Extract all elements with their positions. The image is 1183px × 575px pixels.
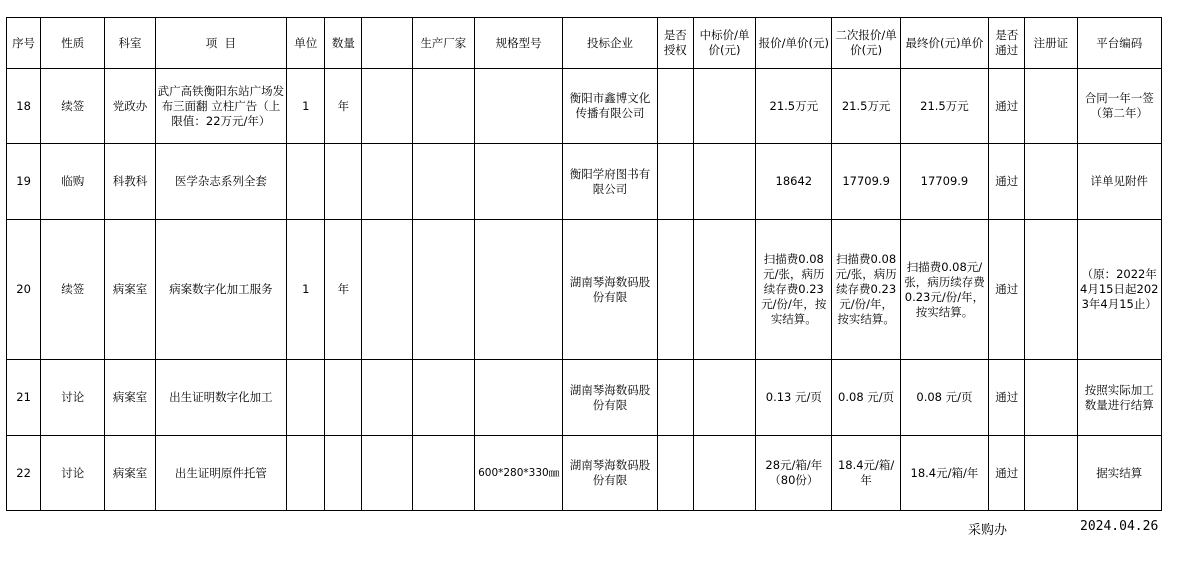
- cell-win-price: [693, 144, 755, 220]
- cell-bidder: 衡阳市鑫博文化传播有限公司: [563, 69, 657, 144]
- cell-authorized: [657, 436, 693, 511]
- header-reg-cert: 注册证: [1025, 18, 1077, 69]
- cell-win-price: [693, 436, 755, 511]
- cell-seq: 21: [7, 360, 41, 436]
- header-qty: 数量: [325, 18, 362, 69]
- cell-spec: [474, 220, 562, 360]
- cell-quote: 18642: [756, 144, 832, 220]
- cell-manufacturer: [412, 69, 474, 144]
- cell-qty: 年: [325, 69, 362, 144]
- cell-final-price: 18.4元/箱/年: [900, 436, 988, 511]
- header-blank: [362, 18, 412, 69]
- cell-manufacturer: [412, 360, 474, 436]
- cell-extra: [362, 436, 412, 511]
- cell-final-price: 17709.9: [900, 144, 988, 220]
- cell-extra: [362, 69, 412, 144]
- header-win-price: 中标价/单价(元): [693, 18, 755, 69]
- cell-final-price: 21.5万元: [900, 69, 988, 144]
- cell-qty: [325, 144, 362, 220]
- cell-manufacturer: [412, 220, 474, 360]
- header-passed: 是否通过: [989, 18, 1025, 69]
- cell-bidder: 湖南琴海数码股份有限: [563, 436, 657, 511]
- cell-platform-code: 详单见附件: [1077, 144, 1161, 220]
- cell-quote: 28元/箱/年（80份）: [756, 436, 832, 511]
- cell-manufacturer: [412, 144, 474, 220]
- cell-reg-cert: [1025, 144, 1077, 220]
- cell-unit: [287, 144, 325, 220]
- procurement-table: [6, 17, 1162, 511]
- cell-quote: 21.5万元: [756, 69, 832, 144]
- header-seq: 序号: [7, 18, 41, 69]
- header-platform-code: 平台编码: [1077, 18, 1161, 69]
- header-quote: 报价/单价(元): [756, 18, 832, 69]
- cell-seq: 20: [7, 220, 41, 360]
- cell-win-price: [693, 220, 755, 360]
- cell-spec: [474, 144, 562, 220]
- footer-department: 采购办: [968, 523, 1008, 538]
- cell-qty: [325, 436, 362, 511]
- cell-manufacturer: [412, 436, 474, 511]
- header-bidder: 投标企业: [563, 18, 657, 69]
- cell-quote: 0.13 元/页: [756, 360, 832, 436]
- cell-final-price: 扫描费0.08元/张，病历续存费0.23元/份/年，按实结算。: [900, 220, 988, 360]
- cell-item: 病案数字化加工服务: [155, 220, 287, 360]
- cell-dept: 病案室: [105, 436, 155, 511]
- cell-seq: 18: [7, 69, 41, 144]
- cell-quote: 扫描费0.08元/张，病历续存费0.23元/份/年，按实结算。: [756, 220, 832, 360]
- cell-nature: 续签: [41, 69, 105, 144]
- cell-bidder: 湖南琴海数码股份有限: [563, 360, 657, 436]
- header-manufacturer: 生产厂家: [412, 18, 474, 69]
- header-nature: 性质: [41, 18, 105, 69]
- cell-dept: 病案室: [105, 360, 155, 436]
- header-item: 项 目: [155, 18, 287, 69]
- cell-unit: 1: [287, 220, 325, 360]
- cell-spec: [474, 360, 562, 436]
- cell-platform-code: 据实结算: [1077, 436, 1161, 511]
- table-row: [7, 360, 1162, 436]
- cell-unit: 1: [287, 69, 325, 144]
- table-row: [7, 436, 1162, 511]
- cell-dept: 科教科: [105, 144, 155, 220]
- cell-authorized: [657, 144, 693, 220]
- cell-platform-code: 按照实际加工数量进行结算: [1077, 360, 1161, 436]
- cell-reg-cert: [1025, 220, 1077, 360]
- cell-reg-cert: [1025, 436, 1077, 511]
- cell-nature: 讨论: [41, 436, 105, 511]
- header-spec: 规格型号: [474, 18, 562, 69]
- cell-second-quote: 0.08 元/页: [832, 360, 900, 436]
- cell-bidder: 湖南琴海数码股份有限: [563, 220, 657, 360]
- cell-dept: 病案室: [105, 220, 155, 360]
- cell-extra: [362, 144, 412, 220]
- cell-reg-cert: [1025, 360, 1077, 436]
- cell-platform-code: （原：2022年4月15日起2023年4月15止）: [1077, 220, 1161, 360]
- cell-authorized: [657, 360, 693, 436]
- cell-spec: 600*280*330㎜: [474, 436, 562, 511]
- table-row: [7, 144, 1162, 220]
- cell-extra: [362, 360, 412, 436]
- cell-second-quote: 18.4元/箱/年: [832, 436, 900, 511]
- cell-platform-code: 合同一年一签（第二年）: [1077, 69, 1161, 144]
- cell-passed: 通过: [989, 360, 1025, 436]
- cell-item: 出生证明原件托管: [155, 436, 287, 511]
- cell-extra: [362, 220, 412, 360]
- cell-passed: 通过: [989, 69, 1025, 144]
- table-row: [7, 69, 1162, 144]
- cell-win-price: [693, 69, 755, 144]
- cell-reg-cert: [1025, 69, 1077, 144]
- cell-nature: 续签: [41, 220, 105, 360]
- header-final-price: 最终价(元)单价: [900, 18, 988, 69]
- cell-seq: 22: [7, 436, 41, 511]
- header-dept: 科室: [105, 18, 155, 69]
- cell-spec: [474, 69, 562, 144]
- header-row: [7, 18, 1162, 69]
- cell-bidder: 衡阳学府图书有限公司: [563, 144, 657, 220]
- cell-nature: 临购: [41, 144, 105, 220]
- cell-passed: 通过: [989, 436, 1025, 511]
- cell-item: 出生证明数字化加工: [155, 360, 287, 436]
- cell-authorized: [657, 69, 693, 144]
- header-authorized: 是否授权: [657, 18, 693, 69]
- cell-final-price: 0.08 元/页: [900, 360, 988, 436]
- cell-unit: [287, 436, 325, 511]
- cell-second-quote: 21.5万元: [832, 69, 900, 144]
- cell-nature: 讨论: [41, 360, 105, 436]
- cell-dept: 党政办: [105, 69, 155, 144]
- cell-second-quote: 17709.9: [832, 144, 900, 220]
- cell-passed: 通过: [989, 220, 1025, 360]
- cell-second-quote: 扫描费0.08元/张，病历续存费0.23元/份/年，按实结算。: [832, 220, 900, 360]
- cell-authorized: [657, 220, 693, 360]
- cell-item: 武广高铁衡阳东站广场发布三面翻 立柱广告（上限值：22万元/年）: [155, 69, 287, 144]
- cell-seq: 19: [7, 144, 41, 220]
- cell-passed: 通过: [989, 144, 1025, 220]
- cell-unit: [287, 360, 325, 436]
- table-row: [7, 220, 1162, 360]
- cell-win-price: [693, 360, 755, 436]
- footer-date: 2024.04.26: [1080, 519, 1159, 534]
- cell-qty: [325, 360, 362, 436]
- header-unit: 单位: [287, 18, 325, 69]
- cell-qty: 年: [325, 220, 362, 360]
- header-second-quote: 二次报价/单价(元): [832, 18, 900, 69]
- cell-item: 医学杂志系列全套: [155, 144, 287, 220]
